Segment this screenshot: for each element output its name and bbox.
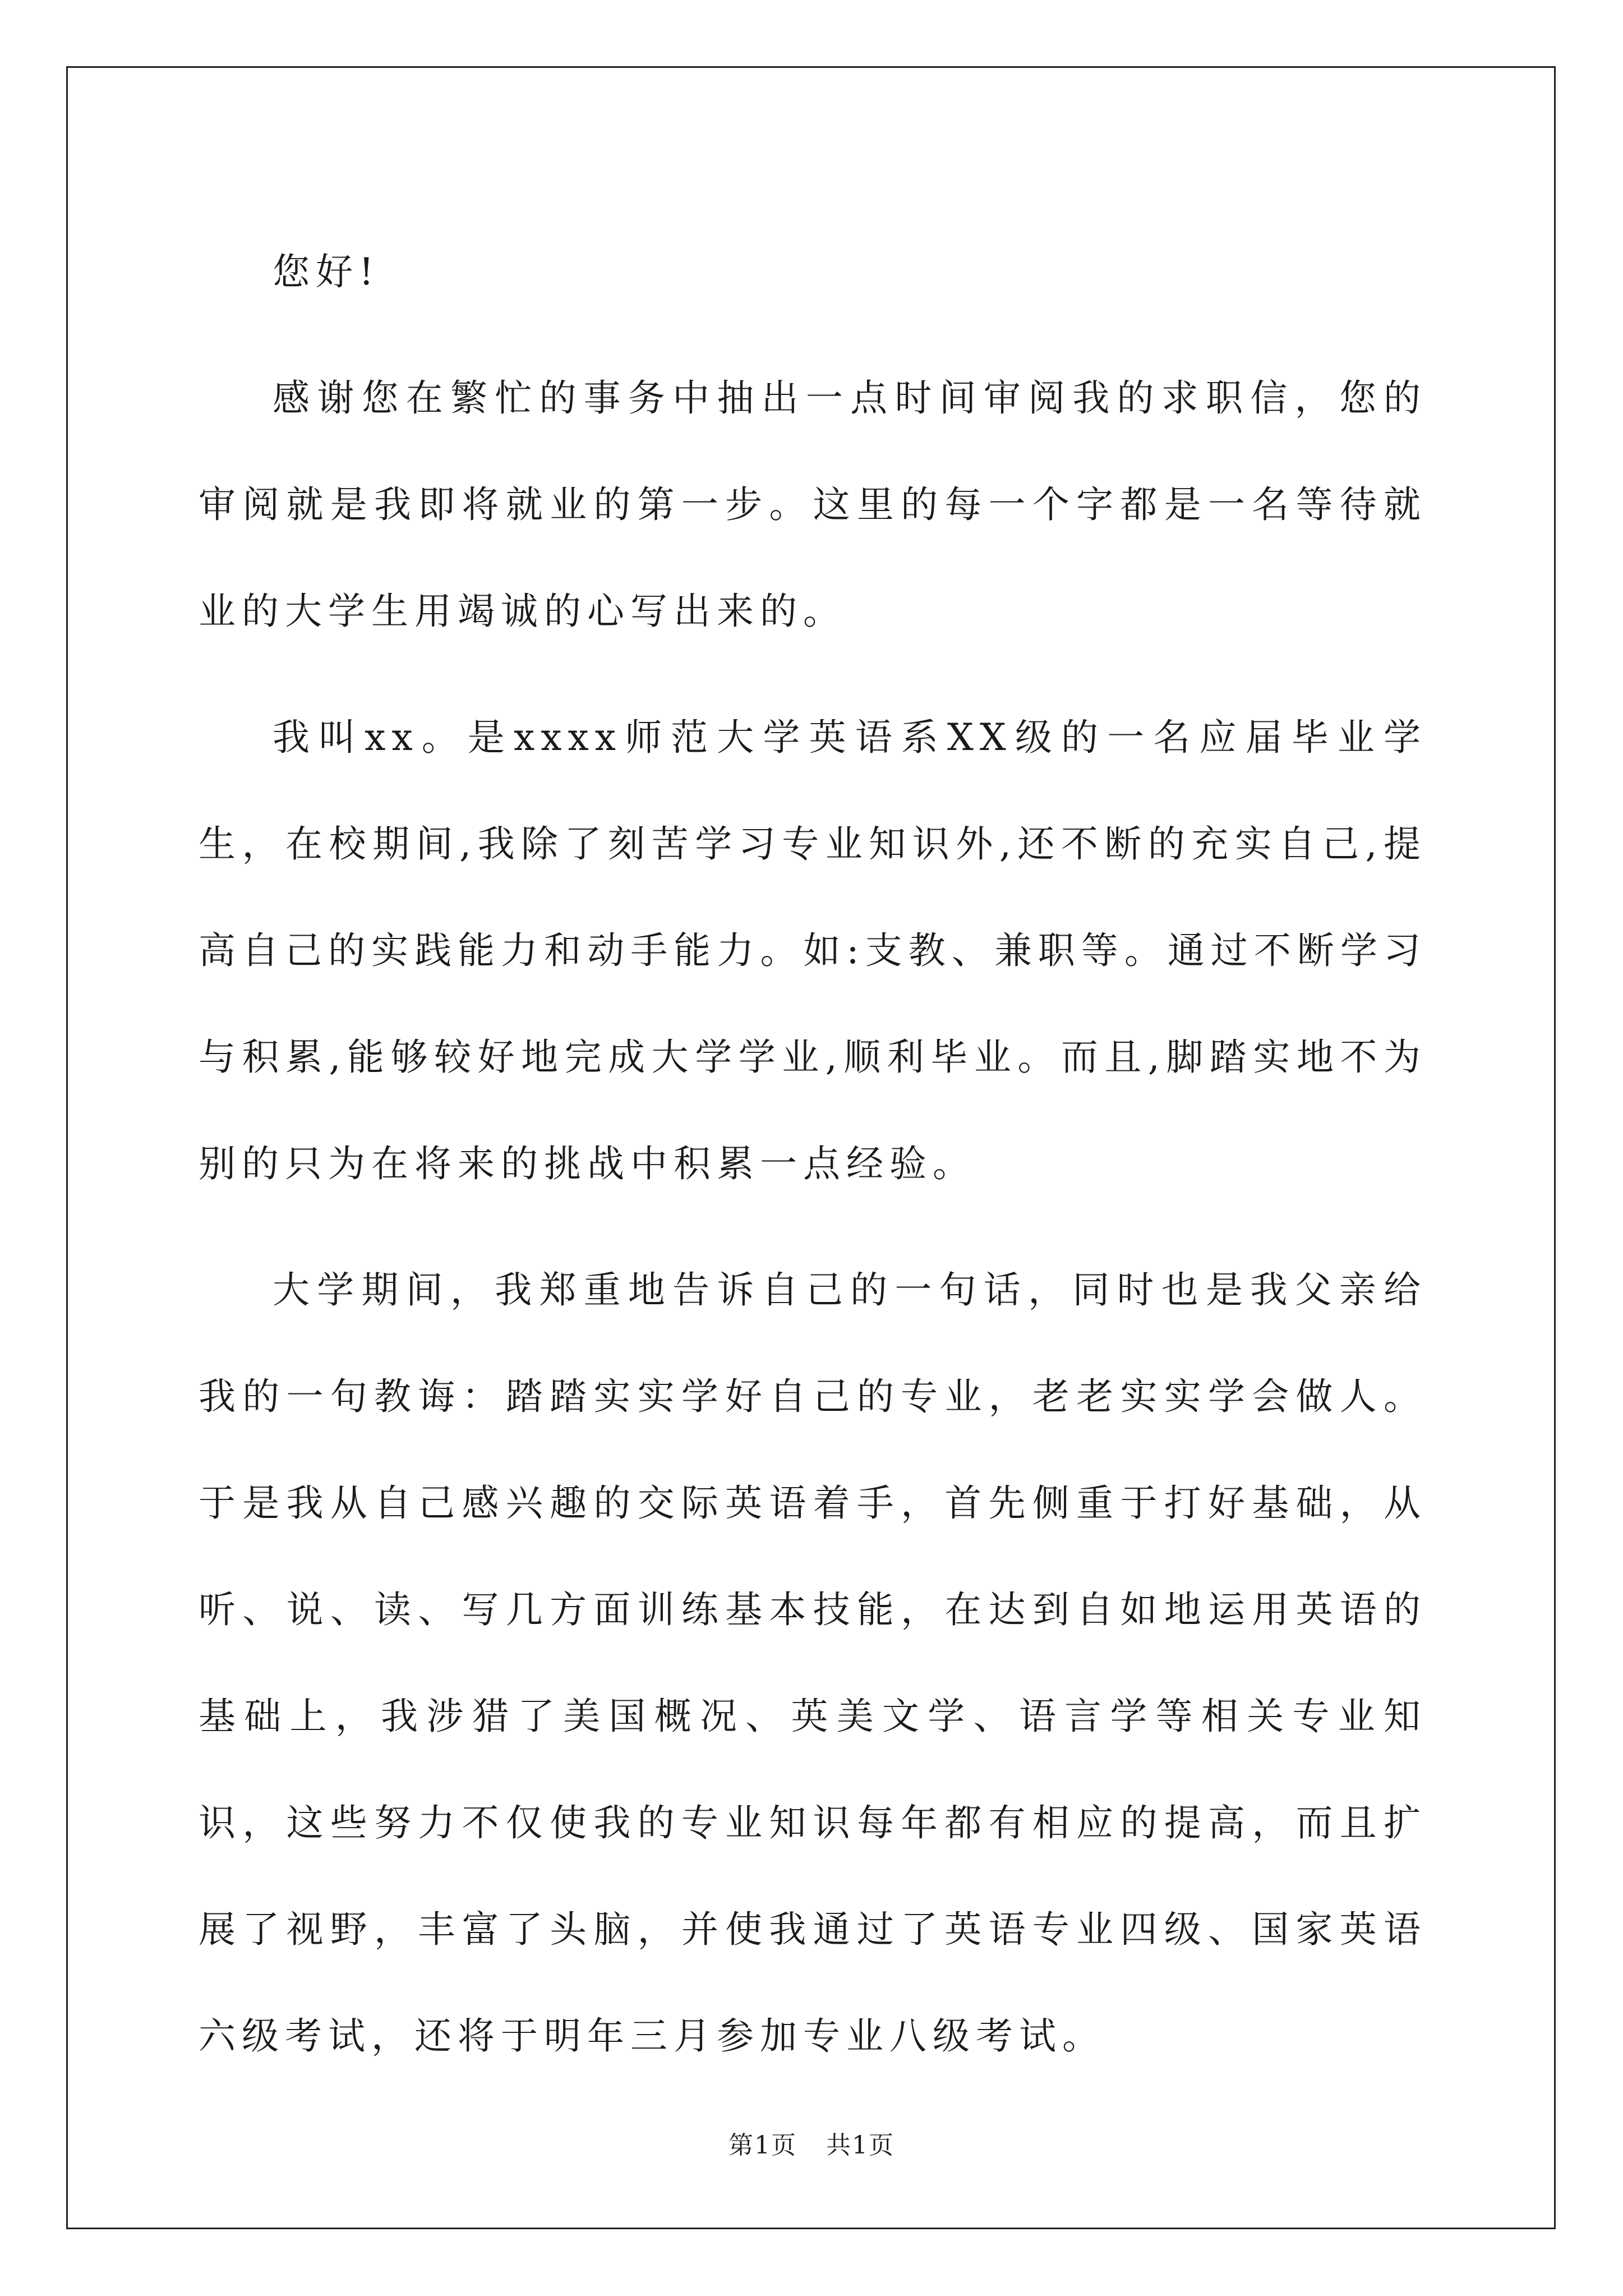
salutation: 您好! [273, 250, 380, 293]
page-number-current: 第1页 [728, 2131, 797, 2160]
paragraph-university-study: 大学期间，我郑重地告诉自己的一句话，同时也是我父亲给我的一句教诲：踏踏实实学好自己的专业，老老实实学会做人。于是我从自己感兴趣的交际英语着手，首先侧重于打好基础，从听、说、读、写几方面训练基本技能，在达到自如地运用英语的基础上，我涉猎了美国概况、英美文学、语言学等相关专业知识，这些努力不仅使我的专业知识每年都有相应的提高，而且扩展了视野，丰富了头脑，并使我通过了英语专业四级、国家英语六级考试，还将于明年三月参加专业八级考试。 [199, 1268, 1427, 2058]
page-footer [0, 2125, 1623, 2161]
paragraph-introduction: 我叫xx。是xxxx师范大学英语系XX级的一名应届毕业学生，在校期间,我除了刻苦学习专业知识外,还不断的充实自己,提高自己的实践能力和动手能力。如:支教、兼职等。通过不断学习与积累,能够较好地完成大学学业,顺利毕业。而且,脚踏实地不为别的只为在将来的挑战中积累一点经验。 [199, 716, 1427, 1185]
paragraph-thanks: 感谢您在繁忙的事务中抽出一点时间审阅我的求职信，您的审阅就是我即将就业的第一步。这里的每一个字都是一名等待就业的大学生用竭诚的心写出来的。 [199, 376, 1427, 633]
page-number-total: 共1页 [826, 2131, 895, 2160]
letter-body [199, 219, 1427, 2109]
